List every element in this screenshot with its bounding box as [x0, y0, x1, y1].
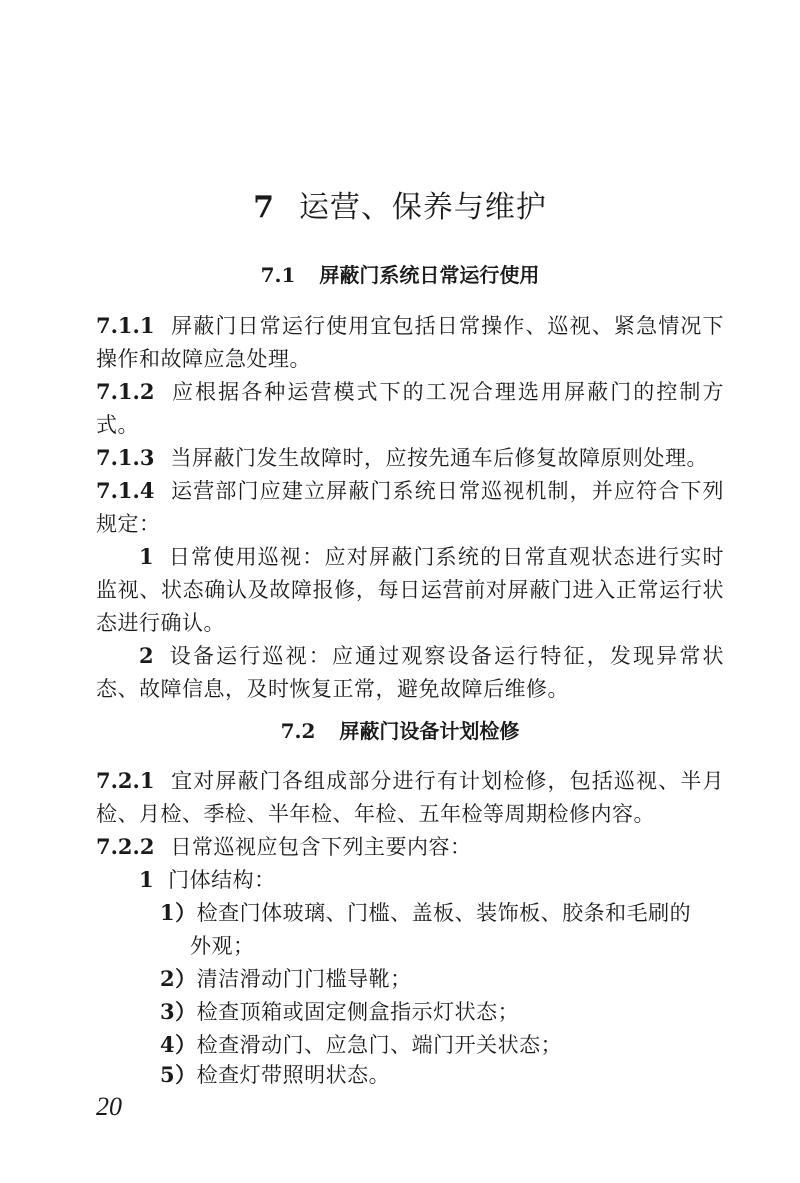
clause-number: 7.1.3 — [96, 445, 155, 470]
sub-item-number: 5） — [160, 1062, 197, 1087]
item-text: 设备运行巡视：应通过观察设备运行特征，发现异常状态、故障信息，及时恢复正常，避免故障后维修。 — [96, 644, 724, 701]
list-item-7-2-2-1 — [96, 863, 724, 897]
item-number: 1 — [139, 867, 155, 892]
sub-item-number: 4） — [160, 1032, 197, 1057]
sub-item-number: 1） — [160, 900, 197, 925]
sub-item-text: 检查滑动门、应急门、端门开关状态； — [196, 1033, 563, 1057]
section-title-text: 屏蔽门设备计划检修 — [339, 719, 520, 743]
list-item-7-1-4-2 — [96, 639, 724, 706]
sub-item-3 — [160, 995, 724, 1029]
clause-number: 7.2.2 — [96, 834, 155, 859]
item-text: 门体结构： — [168, 868, 276, 892]
sub-item-2 — [160, 962, 724, 996]
clause-number: 7.1.1 — [96, 313, 155, 338]
clause-text: 宜对屏蔽门各组成部分进行有计划检修，包括巡视、半月检、月检、季检、半年检、年检、五年检等周期检修内容。 — [96, 769, 724, 826]
clause-text: 当屏蔽门发生故障时，应按先通车后修复故障原则处理。 — [170, 446, 708, 470]
sub-item-continuation: 外观； — [190, 934, 255, 958]
chapter-title — [0, 186, 800, 230]
clause-text: 屏蔽门日常运行使用宜包括日常操作、巡视、紧急情况下操作和故障应急处理。 — [96, 314, 724, 371]
clause-7-2-2 — [96, 830, 724, 864]
item-text: 日常使用巡视：应对屏蔽门系统的日常直观状态进行实时监视、状态确认及故障报修，每日运营前对屏蔽门进入正常运行状态进行确认。 — [96, 545, 724, 635]
clause-7-1-1 — [96, 309, 724, 376]
sub-item-5 — [160, 1058, 724, 1092]
section-number: 7.2 — [280, 719, 316, 743]
sub-item-text: 清洁滑动门门槛导靴； — [196, 967, 412, 991]
item-number: 2 — [139, 643, 155, 668]
clause-7-1-4 — [96, 474, 724, 541]
sub-item-4 — [160, 1028, 724, 1062]
sub-item-number: 3） — [160, 999, 197, 1024]
sub-item-text: 检查门体玻璃、门槛、盖板、装饰板、胶条和毛刷的 — [196, 901, 692, 925]
page-number: 20 — [96, 1092, 122, 1121]
section-title-7-2 — [0, 716, 800, 746]
section-number: 7.1 — [260, 263, 296, 287]
clause-number: 7.2.1 — [96, 768, 155, 793]
sub-item-1 — [160, 896, 724, 963]
clause-text: 日常巡视应包含下列主要内容： — [170, 835, 472, 859]
sub-item-text: 检查灯带照明状态。 — [196, 1063, 391, 1087]
sub-item-text: 检查顶箱或固定侧盒指示灯状态； — [196, 1000, 520, 1024]
list-item-7-1-4-1 — [96, 540, 724, 640]
section-title-text: 屏蔽门系统日常运行使用 — [319, 263, 540, 287]
clause-text: 运营部门应建立屏蔽门系统日常巡视机制，并应符合下列规定： — [96, 479, 724, 536]
clause-number: 7.1.4 — [96, 478, 155, 503]
clause-7-1-3 — [96, 441, 724, 475]
chapter-title-text: 运营、保养与维护 — [298, 190, 547, 225]
sub-item-number: 2） — [160, 966, 197, 991]
item-number: 1 — [139, 544, 155, 569]
clause-number: 7.1.2 — [96, 379, 155, 404]
clause-text: 应根据各种运营模式下的工况合理选用屏蔽门的控制方式。 — [96, 380, 724, 437]
chapter-number: 7 — [253, 190, 275, 225]
clause-7-2-1 — [96, 764, 724, 831]
clause-7-1-2 — [96, 375, 724, 442]
section-title-7-1 — [0, 260, 800, 290]
